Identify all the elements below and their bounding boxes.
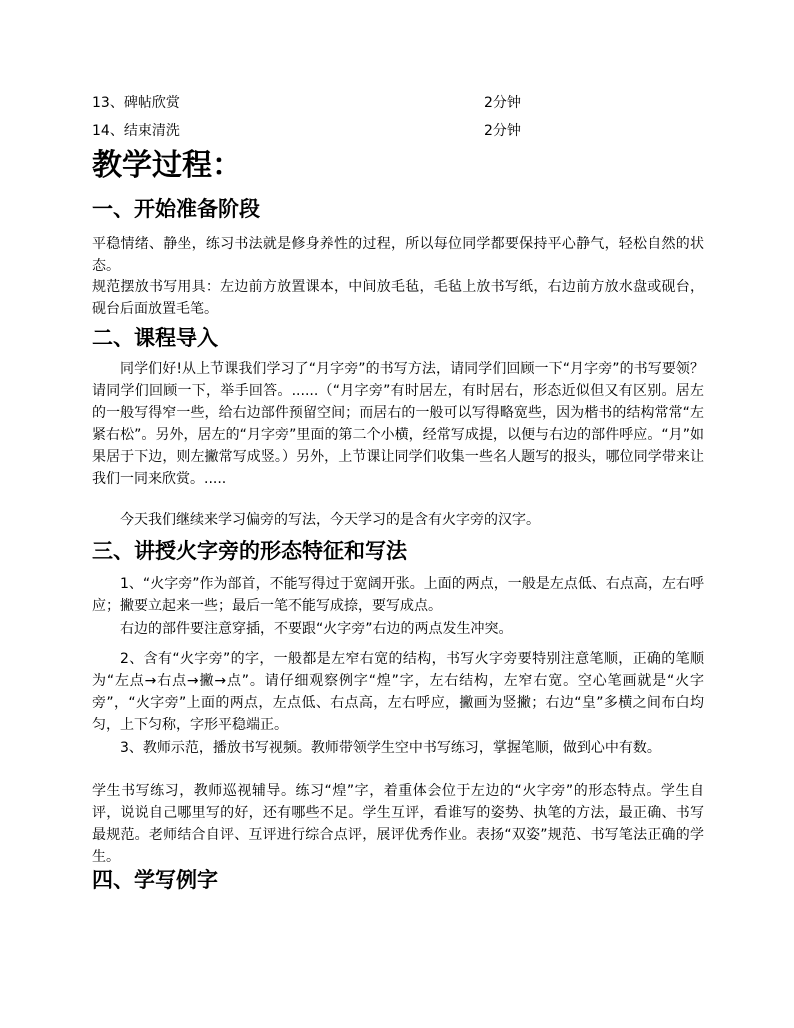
- paragraph: 同学们好!从上节课我们学习了“月字旁”的书写方法，请同学们回顾一下“月字旁”的书写要领？请同学们回顾一下，举手回答。......（“月字旁”有时居左，有时居右，形态近似但又有区别。居左的一般写得窄一些，给右边部件预留空间；而居右的一般可以写得略宽些，因为楷书的结构常常“左紧右松”。另外，居左的“月字旁”里面的第二个小横，经常写成提，以便与右边的部件呼应。“月”如果居于下边，则左撇常写成竖。）另外，上节课让同学们收集一些名人题写的报头，哪位同学带来让我们一同来欣赏。.....: [92, 361, 704, 487]
- section-heading: 一、开始准备阶段: [92, 196, 260, 221]
- section-heading: 三、讲授火字旁的形态特征和写法: [92, 538, 407, 563]
- paragraph: 学生书写练习，教师巡视辅导。练习“煌”字，着重体会位于左边的“火字旁”的形态特点。学生自评，说说自己哪里写的好，还有哪些不足。学生互评，看谁写的姿势、执笔的方法，最正确、书写最规范。老师结合自评、互评进行综合点评，展评优秀作业。表扬“双姿”规范、书写笔法正确的学生。: [92, 783, 704, 865]
- schedule-item: 14、结束清洗: [92, 123, 180, 139]
- paragraph: 1、“火字旁”作为部首，不能写得过于宽阔开张。上面的两点，一般是左点低、右点高，左右呼应；撇要立起来一些；最后一笔不能写成捺，要写成点。: [92, 576, 704, 614]
- section-heading: 二、课程导入: [92, 325, 218, 350]
- paragraph: 3、教师示范，播放书写视频。教师带领学生空中书写练习，掌握笔顺，做到心中有数。: [120, 740, 661, 756]
- schedule-time: 2分钟: [484, 95, 521, 111]
- paragraph: 右边的部件要注意穿插，不要跟“火字旁”右边的两点发生冲突。: [120, 621, 513, 637]
- schedule-item: 13、碑帖欣赏: [92, 95, 180, 111]
- paragraph: 2、含有“火字旁”的字，一般都是左窄右宽的结构，书写火字旁要特别注意笔顺，正确的笔顺为“左点→右点→撇→点”。请仔细观察例字“煌”字，左右结构，左窄右宽。空心笔画就是“火字旁”，“火字旁”上面的两点，左点低、右点高，左右呼应，撇画为竖撇；右边“皇”多横之间布白均匀，上下匀称，字形平稳端正。: [92, 651, 704, 733]
- schedule-row: [92, 93, 521, 113]
- schedule-time: 2分钟: [484, 123, 521, 139]
- paragraph: 今天我们继续来学习偏旁的写法，今天学习的是含有火字旁的汉字。: [120, 512, 540, 528]
- page-title: 教学过程：: [92, 148, 242, 183]
- paragraph: 规范摆放书写用具：左边前方放置课本，中间放毛毡，毛毡上放书写纸，右边前方放水盘或砚台，砚台后面放置毛笔。: [92, 279, 704, 317]
- paragraph: 平稳情绪、静坐，练习书法就是修身养性的过程，所以每位同学都要保持平心静气，轻松自然的状态。: [92, 236, 704, 274]
- schedule-row: [92, 121, 521, 141]
- section-heading: 四、学写例字: [92, 867, 218, 892]
